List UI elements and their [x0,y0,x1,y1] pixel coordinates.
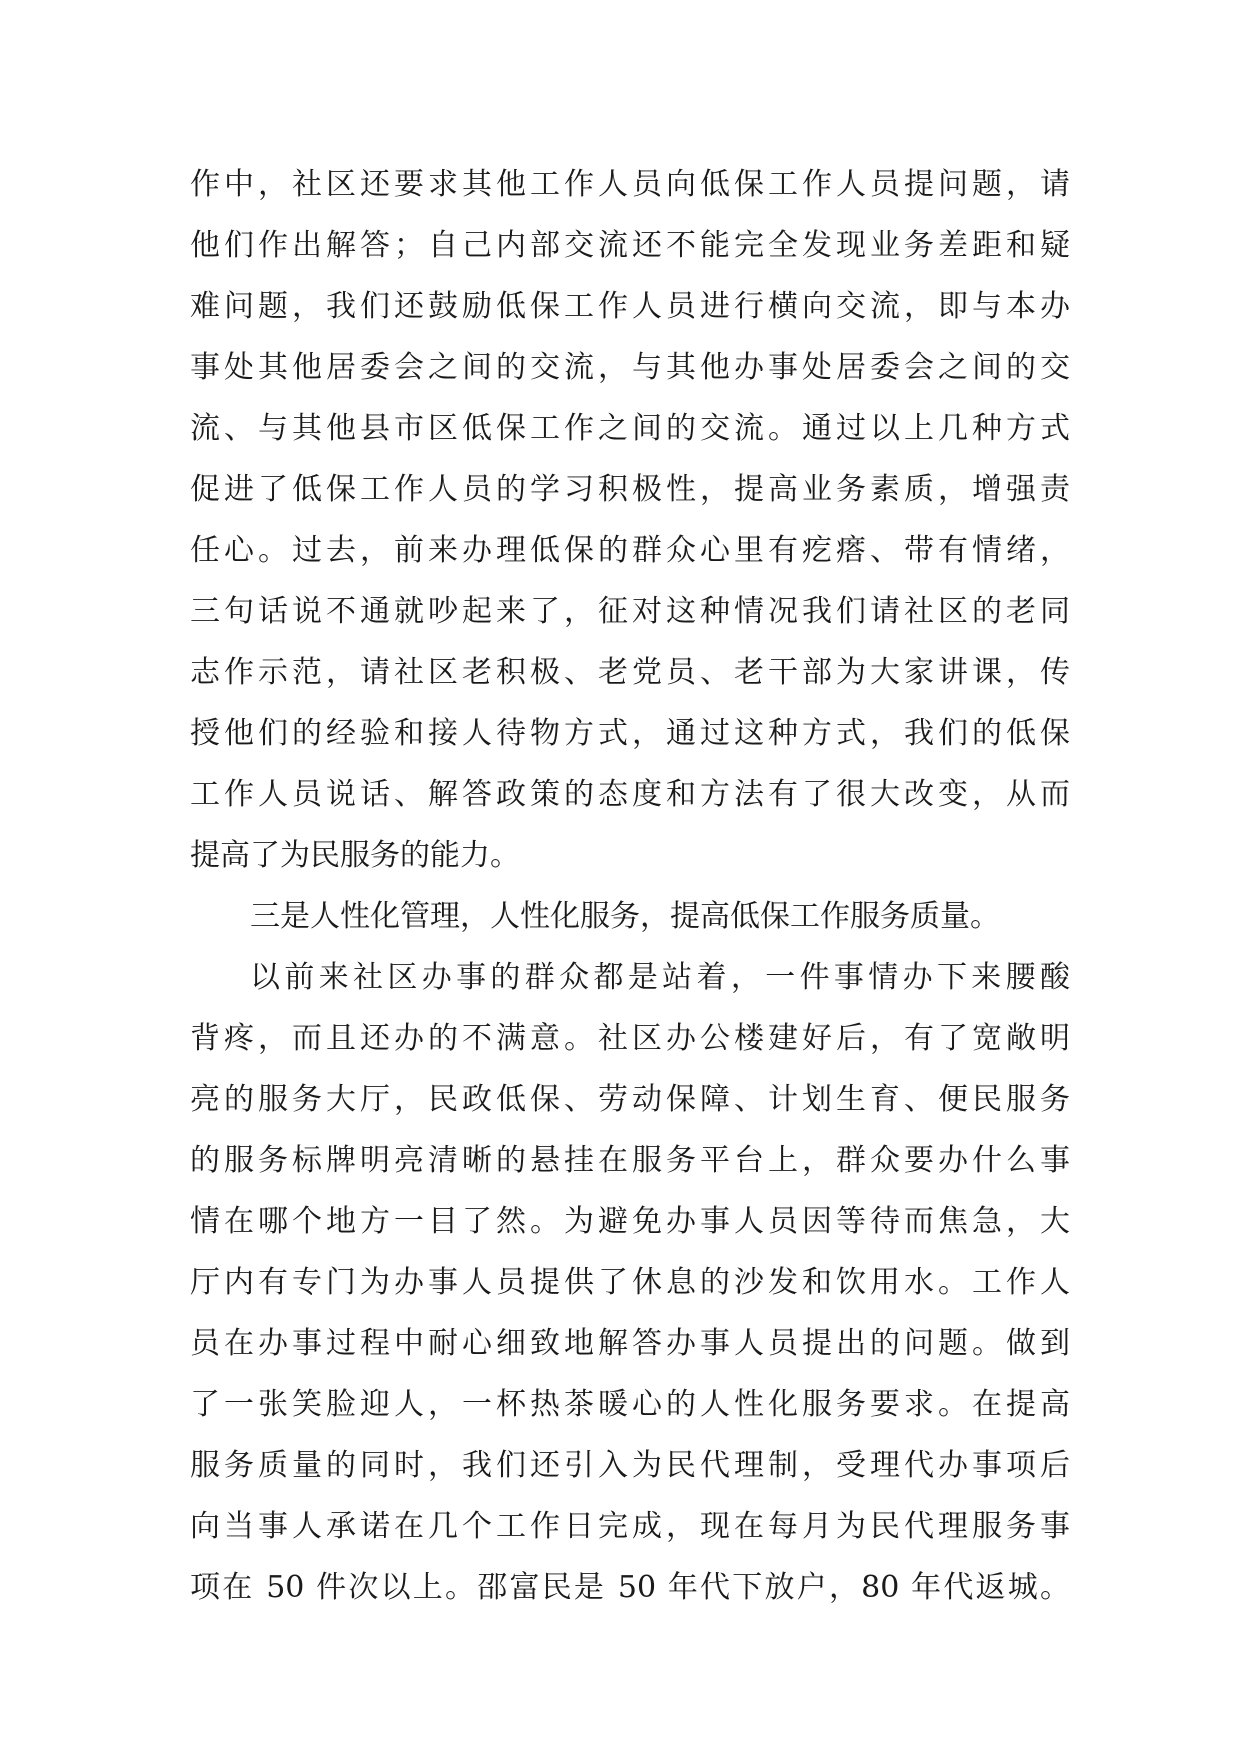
text-line: 向当事人承诺在几个工作日完成，现在每月为民代理服务事 [190,1509,1070,1544]
text-line: 以前来社区办事的群众都是站着，一件事情办下来腰酸 [250,960,1070,995]
text-line: 工作人员说话、解答政策的态度和方法有了很大改变，从而 [190,777,1070,812]
text-line: 提高了为民服务的能力。 [190,838,520,873]
text-line: 厅内有专门为办事人员提供了休息的沙发和饮用水。工作人 [190,1265,1070,1300]
document-body [190,154,1070,1618]
paragraph-2-heading [190,886,1070,947]
text-line: 他们作出解答；自己内部交流还不能完全发现业务差距和疑 [190,228,1070,263]
text-line: 亮的服务大厅，民政低保、劳动保障、计划生育、便民服务 [190,1082,1070,1117]
text-line: 促进了低保工作人员的学习积极性，提高业务素质，增强责 [190,472,1070,507]
text-line: 任心。过去，前来办理低保的群众心里有疙瘩、带有情绪， [190,533,1070,568]
text-line: 的服务标牌明亮清晰的悬挂在服务平台上，群众要办什么事 [190,1143,1070,1178]
text-line: 难问题，我们还鼓励低保工作人员进行横向交流，即与本办 [190,289,1070,324]
text-line: 服务质量的同时，我们还引入为民代理制，受理代办事项后 [190,1448,1070,1483]
text-line: 情在哪个地方一目了然。为避免办事人员因等待而焦急，大 [190,1204,1070,1239]
section-heading-line: 三是人性化管理，人性化服务，提高低保工作服务质量。 [250,899,1000,934]
text-line: 背疼，而且还办的不满意。社区办公楼建好后，有了宽敞明 [190,1021,1070,1056]
text-line: 流、与其他县市区低保工作之间的交流。通过以上几种方式 [190,411,1070,446]
text-line: 员在办事过程中耐心细致地解答办事人员提出的问题。做到 [190,1326,1070,1361]
text-line: 作中，社区还要求其他工作人员向低保工作人员提问题，请 [190,167,1070,202]
paragraph-1 [190,154,1070,886]
text-line: 了一张笑脸迎人，一杯热茶暖心的人性化服务要求。在提高 [190,1387,1070,1422]
paragraph-3 [190,947,1070,1618]
text-line: 授他们的经验和接人待物方式，通过这种方式，我们的低保 [190,716,1070,751]
text-line: 志作示范，请社区老积极、老党员、老干部为大家讲课，传 [190,655,1070,690]
text-line: 事处其他居委会之间的交流，与其他办事处居委会之间的交 [190,350,1070,385]
text-line: 三句话说不通就吵起来了，征对这种情况我们请社区的老同 [190,594,1070,629]
text-line: 项在 50 件次以上。邵富民是 50 年代下放户，80 年代返城。 [190,1570,1070,1605]
